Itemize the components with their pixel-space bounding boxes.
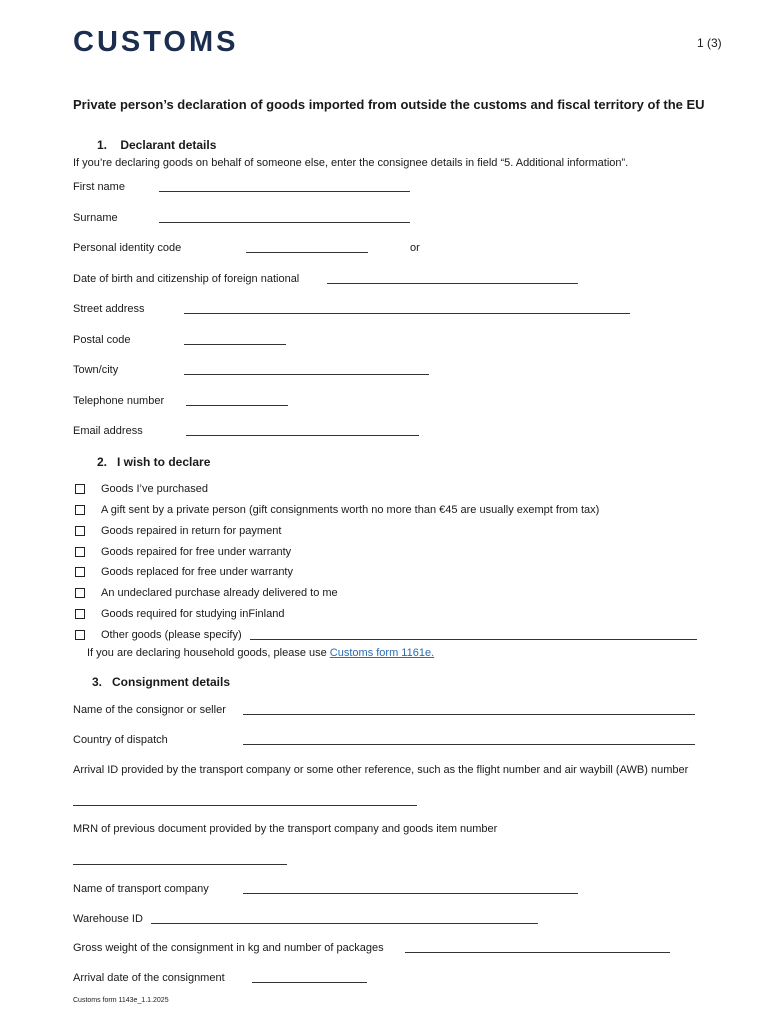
or-label: or [410,242,420,254]
checkbox-purchased[interactable] [75,484,85,494]
section-1-heading: 1. Declarant details [97,138,217,152]
telephone-label: Telephone number [73,395,165,407]
transport-company-field[interactable] [243,893,578,894]
option-studying-label: Goods required for studying inFinland [101,608,285,620]
dob-citizenship-label: Date of birth and citizenship of foreign national [73,273,300,285]
arrival-date-label: Arrival date of the consignment [73,972,225,984]
dob-citizenship-field[interactable] [327,283,578,284]
email-field[interactable] [186,435,419,436]
footer-form-id: Customs form 1143e_1.1.2025 [73,997,169,1004]
telephone-field[interactable] [186,405,288,406]
option-gift-label: A gift sent by a private person (gift consignments worth no more than €45 are usually exempt from tax) [101,504,600,516]
town-city-label: Town/city [73,364,119,376]
gross-weight-label: Gross weight of the consignment in kg and number of packages [73,942,384,954]
other-goods-field[interactable] [250,639,697,640]
street-address-label: Street address [73,303,145,315]
page-number: 1 (3) [697,36,722,50]
surname-field[interactable] [159,222,410,223]
arrival-id-field[interactable] [73,805,417,806]
postal-code-field[interactable] [184,344,286,345]
checkbox-repaired-payment[interactable] [75,526,85,536]
consignor-field[interactable] [243,714,695,715]
option-repaired-warranty-label: Goods repaired for free under warranty [101,546,292,558]
household-note-text: If you are declaring household goods, please use [87,647,327,659]
arrival-date-field[interactable] [252,982,367,983]
section-1-intro: If you’re declaring goods on behalf of someone else, enter the consignee details in field “5. Additional information”. [73,157,629,169]
warehouse-id-field[interactable] [151,923,538,924]
option-undeclared-purchase-label: An undeclared purchase already delivered to me [101,587,338,599]
checkbox-repaired-warranty[interactable] [75,547,85,557]
option-replaced-warranty-label: Goods replaced for free under warranty [101,566,293,578]
surname-label: Surname [73,212,118,224]
mrn-field[interactable] [73,864,287,865]
first-name-label: First name [73,181,125,193]
personal-id-label: Personal identity code [73,242,182,254]
option-repaired-payment-label: Goods repaired in return for payment [101,525,282,537]
form-title: Private person’s declaration of goods imported from outside the customs and fiscal territory of the EU [73,97,705,112]
option-purchased-label: Goods I’ve purchased [101,483,209,495]
postal-code-label: Postal code [73,334,131,346]
customs-logo: CUSTOMS [73,26,239,58]
checkbox-studying[interactable] [75,609,85,619]
country-dispatch-label: Country of dispatch [73,734,168,746]
consignor-label: Name of the consignor or seller [73,704,226,716]
warehouse-id-label: Warehouse ID [73,913,143,925]
checkbox-other-goods[interactable] [75,630,85,640]
option-other-goods-label: Other goods (please specify) [101,629,242,641]
street-address-field[interactable] [184,313,630,314]
checkbox-gift[interactable] [75,505,85,515]
gross-weight-field[interactable] [405,952,670,953]
transport-company-label: Name of transport company [73,883,209,895]
customs-form-1161e-link[interactable]: Customs form 1161e. [329,647,435,659]
town-city-field[interactable] [184,374,429,375]
checkbox-replaced-warranty[interactable] [75,567,85,577]
section-3-heading: 3. Consignment details [92,675,231,689]
email-label: Email address [73,425,143,437]
household-note [87,647,434,659]
first-name-field[interactable] [159,191,410,192]
section-2-heading: 2. I wish to declare [97,455,211,469]
personal-id-field[interactable] [246,252,368,253]
arrival-id-label: Arrival ID provided by the transport company or some other reference, such as the flight number and air waybill (AWB) number [73,764,689,776]
checkbox-undeclared-purchase[interactable] [75,588,85,598]
country-dispatch-field[interactable] [243,744,695,745]
mrn-label: MRN of previous document provided by the transport company and goods item number [73,823,498,835]
